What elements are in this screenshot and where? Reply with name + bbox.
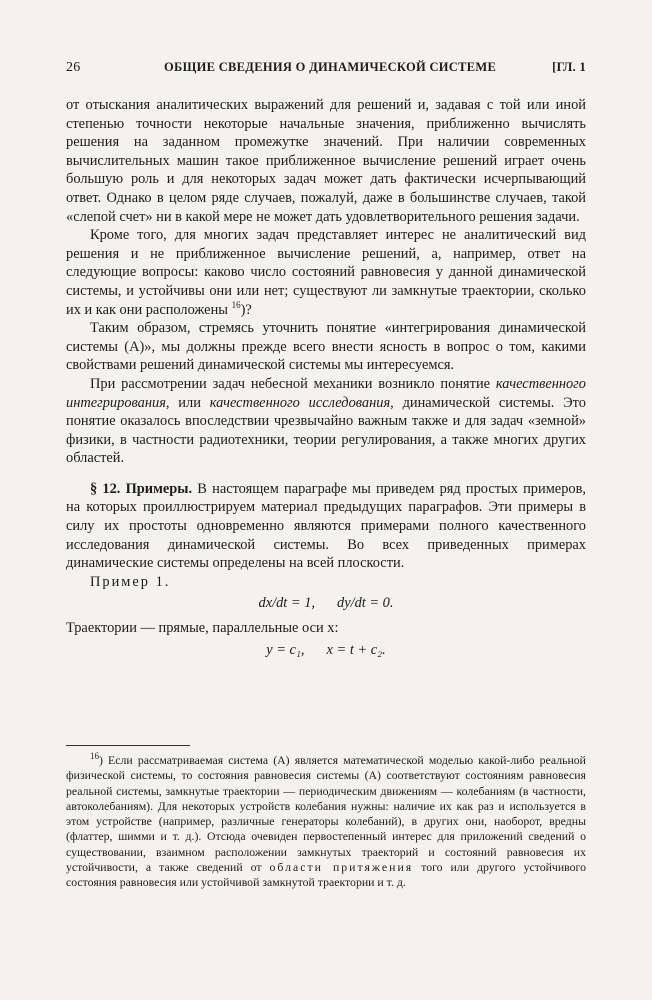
term-qualitative-investigation: качественного исследования <box>209 394 391 411</box>
page-number: 26 <box>66 60 81 75</box>
example-1-label: Пример 1. <box>90 573 171 590</box>
section-12 <box>66 480 586 573</box>
paragraph-4-part-b: , или <box>165 394 210 411</box>
footnote-text-b: того или другого устойчивого состояния равновесия или устойчивой замкнутой траектории и т. д. <box>66 860 586 890</box>
main-text <box>66 96 586 665</box>
footnote-divider <box>66 745 190 746</box>
equation-2-x: x = t + c₂. <box>326 641 386 658</box>
chapter-marker: [ГЛ. 1 <box>552 60 586 74</box>
paragraph-1: от отыскания аналитических выражений для решений и, задавая с той или иной степенью точности некоторые начальные значения, приближенно вычислять решения на заданном промежутке значений. При наличии современных вычислительных машин такое приближенное вычисление решений играет очень большую роль и для некоторых задач может дать фактически исчерпывающий ответ. Однако в целом ряде случаев, пожалуй, даже в большинстве случаев, такой «слепой счет» ни в какой мере не может дать удовлетворительного решения задачи. <box>66 97 586 225</box>
paragraph-4 <box>66 375 586 468</box>
footnote-mark: 16 <box>90 751 99 762</box>
section-12-heading: § 12. Примеры. <box>90 480 193 497</box>
footnote-ref: 16 <box>231 299 241 310</box>
section-12-text: В настоящем параграфе мы приведем ряд простых примеров, на которых проиллюстрируем материал предыдущих параграфов. Эти примеры в силу их простоты одновременно являются примерами полного качественного исследования динамической системы. Во всех приведенных примерах динамические системы определены на всей плоскости. <box>66 480 586 572</box>
paragraph-2-end: )? <box>240 301 252 318</box>
equation-1-dx: dx/dt = 1, <box>258 595 315 612</box>
paragraph-2 <box>66 226 586 319</box>
footnote-text-a: ) Если рассматриваемая система (А) является математической моделью какой-либо реальной физической системы, то состояния равновесия системы (А) соответствуют состояниям равновесия реальной системы, замкнутые траектории — периодическим движениям — колебаниям (в частности, автоколебаниям). Для некоторых устройств колебания нужны: наличие их как раз и используется в этом устройстве (например, различные генераторы колебаний), в других они, наоборот, вредны (флаттер, шимми и т. д.). Отсюда очевиден первостепенный интерес для приложений сведений о существовании, взаимном расположении замкнутых траекторий и состояний равновесия их устойчивости, а также сведений от <box>66 753 586 875</box>
equation-2 <box>66 641 586 660</box>
running-title: ОБЩИЕ СВЕДЕНИЯ О ДИНАМИЧЕСКОЙ СИСТЕМЕ <box>164 60 497 74</box>
paragraph-3: Таким образом, стремясь уточнить понятие «интегрирования динамической системы (А)», мы должны прежде всего внести ясность в вопрос о том, какими свойствами решений динамической системы мы интересуемся. <box>66 320 586 374</box>
paragraph-4-part-c: , динамической системы. Это понятие оказалось впоследствии чрезвычайно важным также и для задач «земной» физики, в частности радиотехники, теории регулирования, а также многих других областей. <box>66 394 586 467</box>
equation-1 <box>66 594 586 613</box>
trajectories-text: Траектории — прямые, параллельные оси x: <box>66 620 339 637</box>
equation-2-y: y = c₁, <box>266 641 305 658</box>
equation-1-dy: dy/dt = 0. <box>337 595 394 612</box>
paragraph-4-part-a: При рассмотрении задач небесной механики возникло понятие <box>90 375 496 392</box>
footnote <box>66 753 586 891</box>
footnote-16 <box>66 753 586 891</box>
footnote-spaced-term: области притяжения <box>269 860 414 875</box>
term-qualitative-integration: качественного интегрирования <box>66 375 586 411</box>
paragraph-2-text: Кроме того, для многих задач представляет интерес не аналитический вид решения и не приближенное вычисление решений, а, например, ответ на следующие вопросы: каково число состояний равновесия у данной динамической системы, и устойчивы они или нет; существуют ли замкнутые траектории, сколько их и как они расположены <box>66 227 586 318</box>
